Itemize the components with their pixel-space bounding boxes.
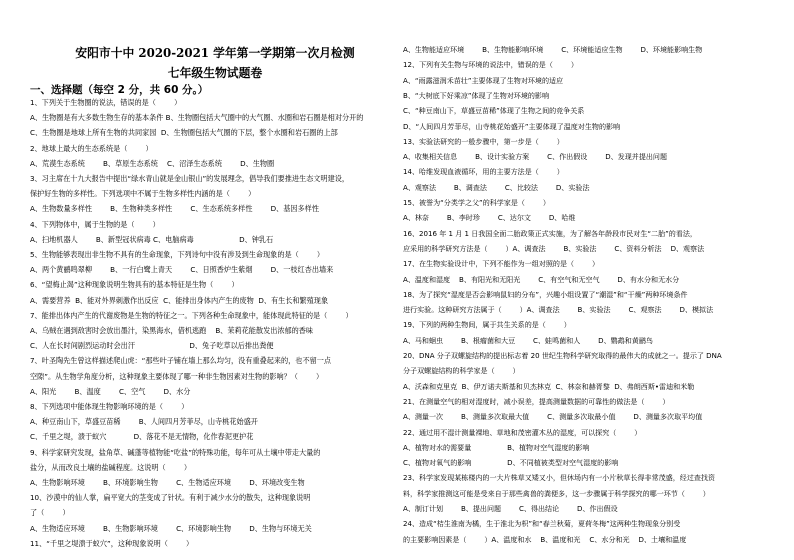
question-line: A、生物能适应环境 B、生物能影响环境 C、环境能适应生物 D、环境能影响生物	[403, 45, 703, 54]
question-line: A、观察法 B、调查法 C、比较法 D、实验法	[403, 182, 590, 192]
question-line: 19、下列的两种生物间，属于共生关系的是（ ）	[403, 320, 571, 330]
question-line: A、林奈 B、李时珍 C、达尔文 D、哈维	[403, 213, 576, 223]
question-line: 应采用的科学研究方法是（ ）A、调查法 B、实验法 C、资料分析法 D、观察法	[403, 243, 705, 253]
question-line: D、“人间四月芳菲尽，山寺桃花始盛开”主要体现了温度对生物的影响	[403, 121, 621, 131]
question-line: A、扫地机器人 B、新型冠状病毒 C、电脑病毒 D、钟乳石	[30, 234, 274, 244]
question-line: 1、下列关于生物圈的说法，错误的是（ ）	[30, 98, 182, 107]
question-line: A、生物影响环境 B、环境影响生物 C、生物适应环境 D、环境改变生物	[30, 478, 305, 487]
question-line: 18、为了探究“湿度是否会影响鼠妇的分布”，兴趣小组设置了“潮湿”和“干燥”两种环境条件	[403, 289, 688, 299]
question-line: A、种豆南山下，草盛豆苗稀 B、人间四月芳菲尽，山寺桃花始盛开	[30, 417, 258, 427]
question-line: 14、哈维发现血液循环，用的主要方法是（ ）	[403, 167, 564, 177]
question-line: A、生物圈是有大多数生物生存的基本条件 B、生物圈包括大气圈中的大气圈、水圈和岩石圈是相对分开的	[30, 113, 364, 123]
question-line: 空隙”。从生物学角度分析，这种现象主要体现了哪一种非生物因素对生物的影响？（ ）	[30, 371, 324, 381]
question-line: 料，科学家推测这可能是受来自于那些禽兽的粪便多，这一步骤属于科学探究的哪一环节（ ）	[403, 488, 710, 498]
question-line: B、“大树底下好乘凉”体现了生物对环境的影响	[403, 90, 550, 100]
question-line: 7、叶圣陶先生曾这样描述爬山虎：“那些叶子铺在墙上那么均匀，没有重叠起来的，也不留一点	[30, 356, 332, 366]
question-line: 20、DNA 分子双螺旋结构的提出标志着 20 世纪生物科学研究取得的最伟大的成就之一。提示了 DNA	[403, 351, 722, 360]
question-line: 的主要影响因素是（ ）A、温度和水 B、温度和光 C、水分和光 D、土壤和温度	[403, 534, 687, 544]
exam-title: 安阳市十中 2020-2021 学年第一学期第一次月检测	[75, 46, 355, 60]
question-line: 22、通过用不湿计测量裸地、草地和茂密灌木丛的湿度，可以探究（ ）	[403, 427, 642, 437]
question-line: 9、科学家研究发现，盐角草、碱蓬等植物能“吃盐”的特殊功能，每年可从土壤中带走大量的	[30, 447, 321, 457]
question-line: A、沃森和克里克 B、伊万诺夫斯基和贝杰林克 C、林奈和赫胥黎 D、弗朗西斯•雷迪和米勒	[403, 381, 695, 391]
question-line: A、荒漠生态系统 B、草原生态系统 C、沼泽生态系统 D、生物圈	[30, 158, 275, 168]
question-line: 24、造成“桔生淮南为橘，生于淮北为枳”和“春兰秋菊，夏荷冬梅”这两种生物现象分别受	[403, 519, 681, 529]
question-line: 5、生物能够表现出非生物不具有的生命现象，下列诗句中没有涉及到生命现象的是（ ）	[30, 250, 325, 259]
question-line: 7、能排出体内产生的代谢废物是生物的特征之一。下列各种生命现象中，能体现此特征的是（ ）	[30, 310, 353, 320]
question-line: 3、习主席在十九大报告中提出“绿水青山就是金山银山”的发展理念，倡导我们要推进生态文明建设，	[30, 174, 349, 183]
question-line: 8、下列选项中能体现生物影响环境的是（ ）	[30, 402, 189, 411]
question-line: 分子双螺旋结构的科学家是（ ）	[403, 366, 520, 376]
section-heading: 一、选择题（每空 2 分，共 60 分。）	[30, 84, 209, 96]
question-line: A、温度和湿度 B、有阳光和无阳光 C、有空气和无空气 D、有水分和无水分	[403, 274, 680, 284]
question-line: A、收集相关信息 B、设计实验方案 C、作出假设 D、发现并提出问题	[403, 152, 668, 162]
question-line: 2、地球上最大的生态系统是（ ）	[30, 143, 153, 153]
question-line: A、两个黄鹂鸣翠柳 B、一行白鹭上青天 C、日照香炉生紫烟 D、一枝红杏出墙来	[30, 265, 334, 275]
question-line: 15、被誉为“分类学之父”的科学家是（ ）	[403, 198, 550, 207]
question-line: C、千里之堤，溃于蚁穴 D、落花不是无情物，化作春泥更护花	[30, 432, 254, 442]
question-line: 4、下列物体中，属于生物的是（ ）	[30, 219, 160, 229]
question-line: A、乌贼在遇到敌害时会放出墨汁，染黑海水，借机逃跑 B、茉莉花能散发出浓郁的香味	[30, 326, 314, 335]
question-line: A、马和蛔虫 B、根瘤菌和大豆 C、蛙鸣菌和人 D、鹦鹉和黄鹂鸟	[403, 335, 653, 345]
question-line: A、需要营养 B、能对外界刺激作出反应 C、能排出身体内产生的废物 D、有生长和繁殖现象	[30, 295, 329, 305]
question-line: 12、下列有关生物与环境的说法中，错误的是（ ）	[403, 60, 578, 70]
question-line: A、阳光 B、温度 C、空气 D、水分	[30, 386, 191, 396]
question-line: 保护好生物的多样性。下列选项中不属于生物多样性内涵的是（ ）	[30, 189, 256, 199]
question-line: C、“种豆南山下，草盛豆苗稀”体现了生物之间的竞争关系	[403, 106, 585, 116]
question-line: A、植物对水的需要量 B、植物对空气湿度的影响	[403, 442, 590, 452]
question-line: A、生物数量多样性 B、生物种类多样性 C、生态系统多样性 D、基因多样性	[30, 204, 319, 214]
question-line: C、生物圈是地球上所有生物的共同家园 D、生物圈包括大气圈的下层，整个水圈和岩石圈的上部	[30, 128, 338, 138]
question-line: A、制订计划 B、提出问题 C、得出结论 D、作出假设	[403, 504, 618, 513]
question-line: 16、2016 年 1 月 1 日我国全面二胎政策正式实施，为了解各年龄段市民对生“二胎”的看法，	[403, 228, 697, 238]
question-line: A、生物适应环境 B、生物影响环境 C、环境影响生物 D、生物与环境无关	[30, 523, 312, 533]
question-line: 6、“望梅止渴”这种现象说明生物具有的基本特征是生物（ ）	[30, 280, 239, 290]
question-line: A、测量一次 B、测量多次取最大值 C、测量多次取最小值 D、测量多次取平均值	[403, 412, 703, 422]
exam-subtitle: 七年级生物试题卷	[167, 66, 263, 80]
question-line: 21、在测量空气的相对湿度时，减小误差，提高测量数据的可靠性的做法是（ ）	[403, 396, 670, 406]
question-line: 盐分，从而改良土壤的盐碱程度。这说明（ ）	[30, 462, 191, 472]
question-line: 11、“千里之堤溃于蚁穴”，这种现象说明（ ）	[30, 538, 194, 548]
question-line: 10、沙漠中的仙人掌，扁平宽大的茎变成了针状。有利于减少水分的散失，这种现象说明	[30, 493, 311, 503]
question-line: 了（ ）	[30, 508, 70, 518]
question-line: C、植物对氧气的影响 D、不同植被类型对空气湿度的影响	[403, 458, 619, 468]
question-line: C、人在长时间剧烈运动时会出汗 D、兔子吃草以后排出粪便	[30, 341, 274, 351]
question-line: A、“雨露滋润禾苗壮”主要体现了生物对环境的适应	[403, 75, 564, 85]
question-line: 17、在生物实验设计中，下列不能作为一组对照的是（ ）	[403, 259, 600, 269]
question-line: 进行实验。这种研究方法属于（ ）A、调查法 B、实验法 C、观察法 D、模拟法	[403, 305, 714, 315]
question-line: 13、实验法研究的一般步骤中，第一步是（ ）	[403, 136, 564, 146]
question-line: 23、科学家发现某栋楼内的一大片株草又矮又小，但休场内有一小片秋草长得非常茂盛，经过查找资	[403, 473, 715, 483]
